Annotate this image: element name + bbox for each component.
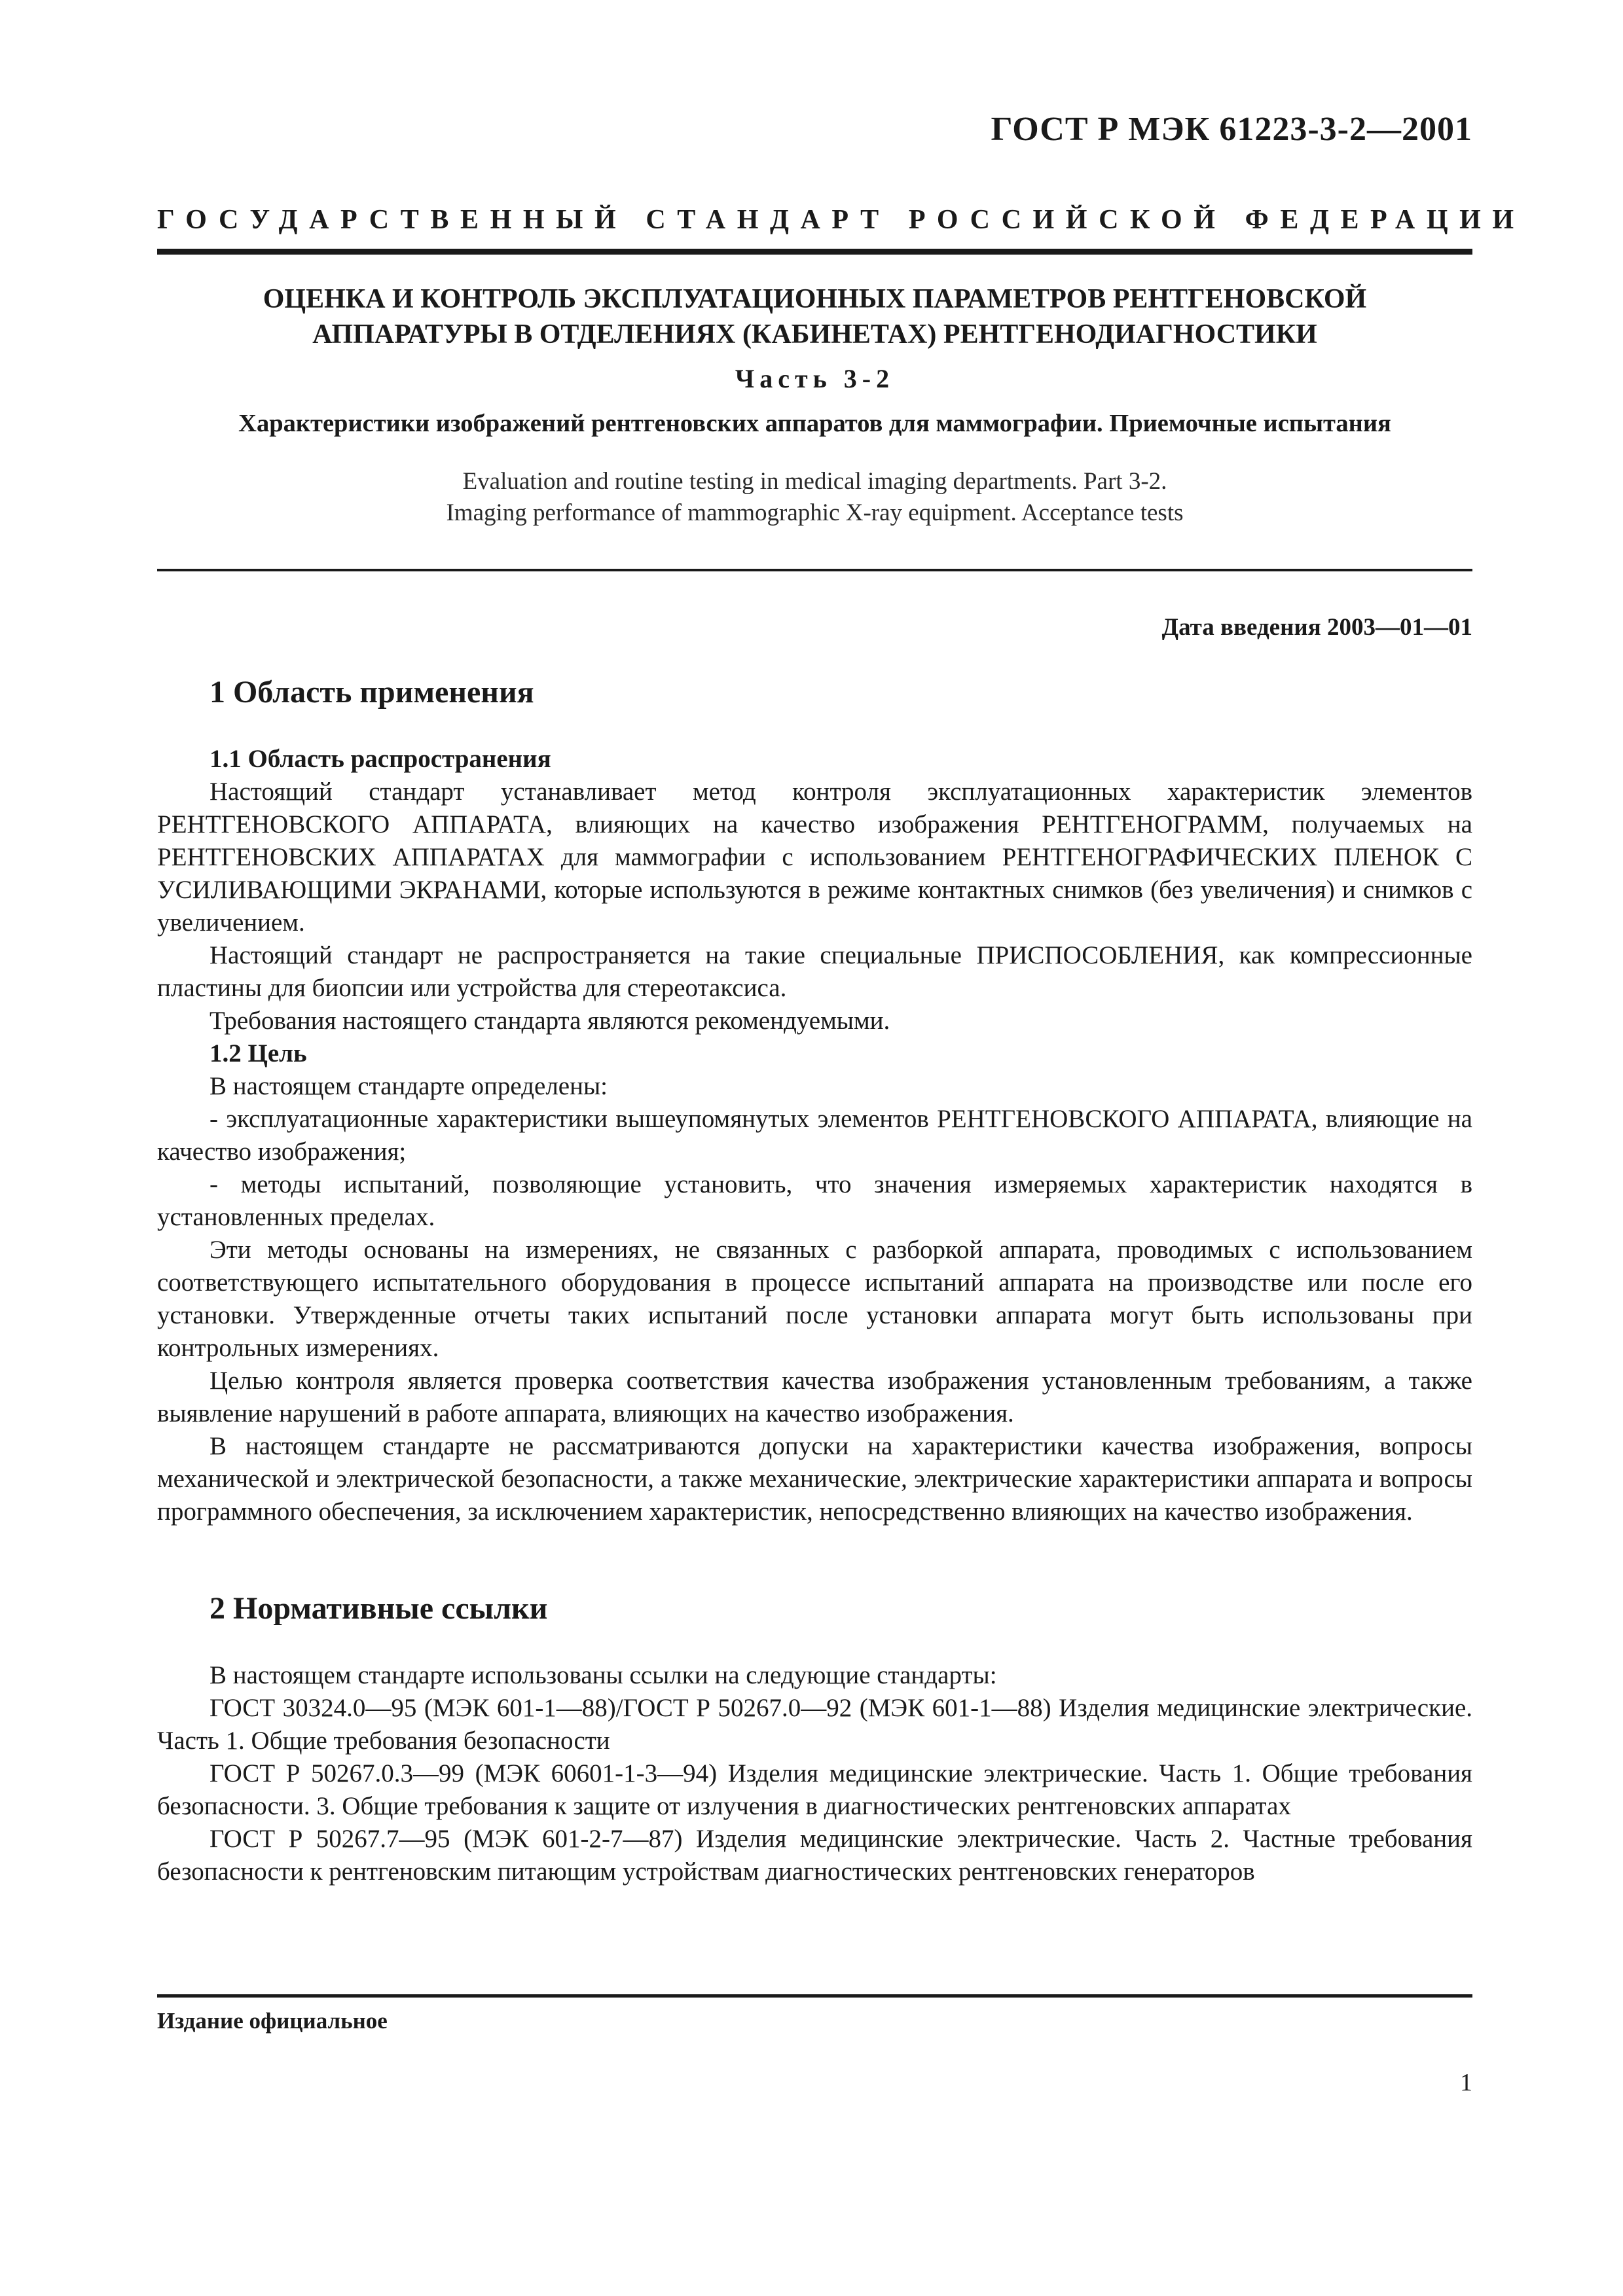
page-number: 1 [1460,2069,1472,2096]
introduction-date: Дата введения 2003—01—01 [1161,614,1472,641]
english-title [157,466,1472,529]
reference-item: ГОСТ 30324.0—95 (МЭК 601-1—88)/ГОСТ Р 50267.0—92 (МЭК 601-1—88) Изделия медицинские электрические. Часть 1. Общие требования безопасности [157,1694,1472,1755]
subsection-1-2-heading: 1.2 Цель [210,1039,307,1067]
paragraph: Настоящий стандарт не распространяется на такие специальные ПРИСПОСОБЛЕНИЯ, как компрессионные пластины для биопсии или устройства для стереотаксиса. [157,941,1472,1002]
section-2-heading: 2 Нормативные ссылки [210,1591,548,1626]
reference-item: ГОСТ Р 50267.7—95 (МЭК 601-2-7—87) Изделия медицинские электрические. Часть 2. Частные требования безопасности к рентгеновским питающим устройствам диагностических рентгеновских генераторов [157,1825,1472,1886]
title-rule [157,569,1472,571]
official-edition-label: Издание официальное [157,2008,388,2034]
subsection-1-1-heading: 1.1 Область распространения [210,745,551,773]
title-line-1: ОЦЕНКА И КОНТРОЛЬ ЭКСПЛУАТАЦИОННЫХ ПАРАМЕТРОВ РЕНТГЕНОВСКОЙ [263,284,1367,314]
list-item: - методы испытаний, позволяющие установить, что значения измеряемых характеристик находятся в установленных пределах. [157,1170,1472,1231]
paragraph: В настоящем стандарте не рассматриваются допуски на характеристики качества изображения, вопросы механической и электрической безопасности, а также механические, электрические характеристики аппарата и вопросы программного обеспечения, за исключением характеристик, непосредственно влияющих на качество изображения. [157,1432,1472,1526]
state-standard-banner: ГОСУДАРСТВЕННЫЙ СТАНДАРТ РОССИЙСКОЙ ФЕДЕРАЦИИ [157,205,1525,235]
section-1-heading: 1 Область применения [210,675,534,709]
section-1-body [157,743,1472,1528]
footer-rule [157,1994,1472,1998]
paragraph: Настоящий стандарт устанавливает метод контроля эксплуатационных характеристик элементов РЕНТГЕНОВСКОГО АППАРАТА, влияющих на качество изображения РЕНТГЕНОГРАММ, получаемых на РЕНТГЕНОВСКИХ АППАРАТАХ для маммографии с использованием РЕНТГЕНОГРАФИЧЕСКИХ ПЛЕНОК С УСИЛИВАЮЩИМИ ЭКРАНАМИ, которые используются в режиме контактных снимков (без увеличения) и снимков с увеличением. [157,778,1472,937]
document-code: ГОСТ Р МЭК 61223-3-2—2001 [991,111,1472,148]
english-title-line-2: Imaging performance of mammographic X-ray equipment. Acceptance tests [446,499,1184,526]
list-item: - эксплуатационные характеристики вышеупомянутых элементов РЕНТГЕНОВСКОГО АППАРАТА, влияющие на качество изображения; [157,1105,1472,1166]
document-title [157,281,1472,352]
paragraph: В настоящем стандарте использованы ссылки на следующие стандарты: [210,1661,997,1689]
document-subtitle: Характеристики изображений рентгеновских аппаратов для маммографии. Приемочные испытания [238,410,1391,437]
paragraph: Целью контроля является проверка соответствия качества изображения установленным требованиям, а также выявление нарушений в работе аппарата, влияющих на качество изображения. [157,1367,1472,1427]
paragraph: Требования настоящего стандарта являются рекомендуемыми. [210,1007,890,1035]
part-label: Часть 3-2 [735,364,895,393]
paragraph: Эти методы основаны на измерениях, не связанных с разборкой аппарата, проводимых с использованием соответствующего испытательного оборудования в процессе испытаний аппарата на производстве или после его установки. Утвержденные отчеты таких испытаний после установки аппарата могут быть использованы при контрольных измерениях. [157,1236,1472,1362]
paragraph: В настоящем стандарте определены: [210,1072,608,1100]
header-rule [157,249,1472,255]
title-line-2: АППАРАТУРЫ В ОТДЕЛЕНИЯХ (КАБИНЕТАХ) РЕНТГЕНОДИАГНОСТИКИ [312,319,1317,350]
reference-item: ГОСТ Р 50267.0.3—99 (МЭК 60601-1-3—94) Изделия медицинские электрические. Часть 1. Общие требования безопасности. 3. Общие требования к защите от излучения в диагностических рентгеновских аппаратах [157,1759,1472,1820]
section-2-body [157,1659,1472,1888]
english-title-line-1: Evaluation and routine testing in medical imaging departments. Part 3-2. [462,468,1167,495]
